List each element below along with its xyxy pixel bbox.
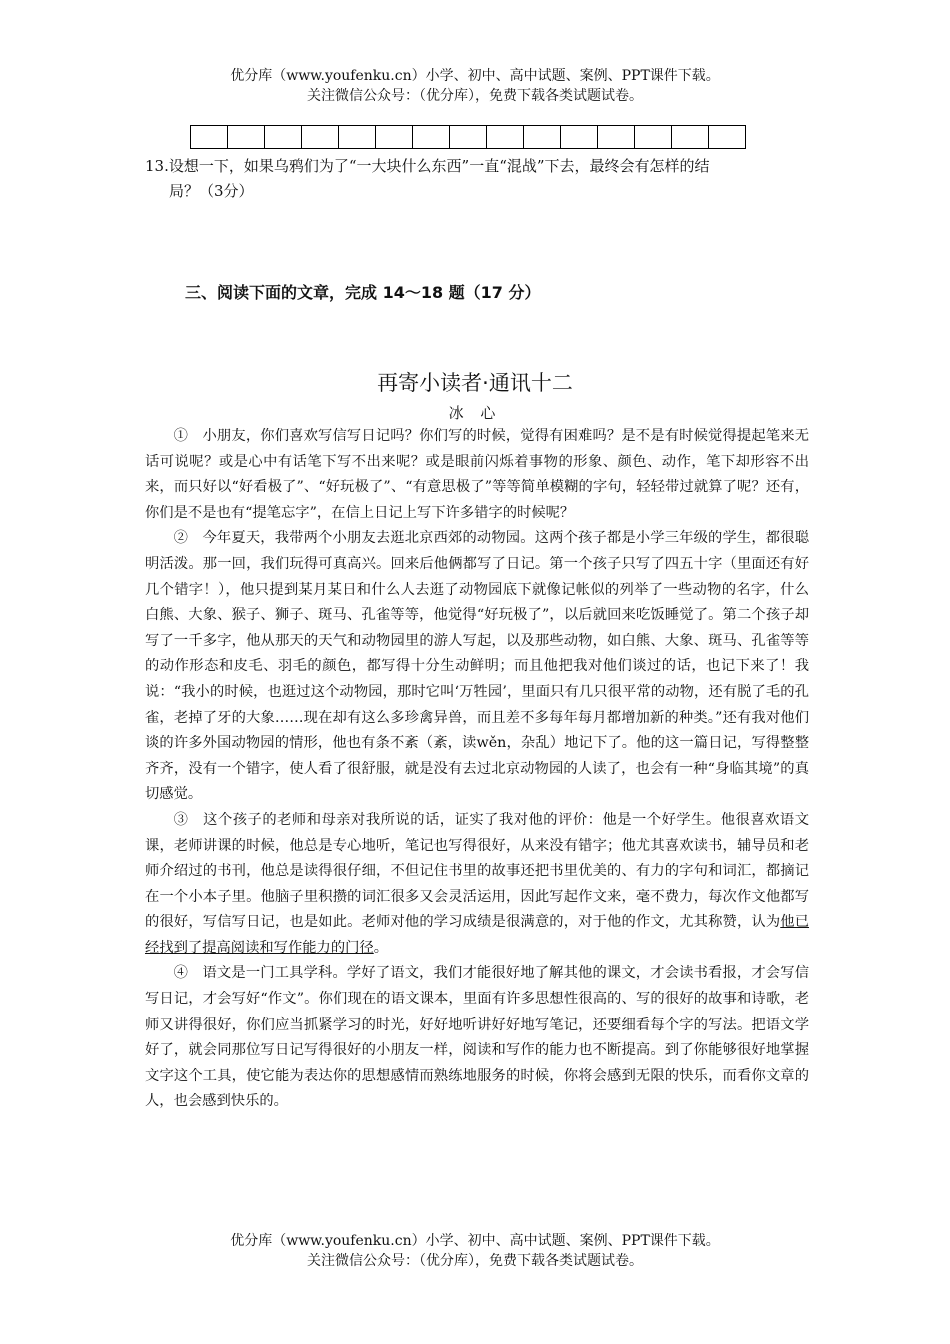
underlined-sentence: 他已经找到了提高阅读和写作能力的门径 [145,914,810,956]
header-line-2: 关注微信公众号：（优分库），免费下载各类试题试卷。 [307,88,643,104]
page-header [0,66,950,106]
answer-cell[interactable] [302,125,339,149]
answer-cell[interactable] [376,125,413,149]
section-3-heading: 三、阅读下面的文章，完成 14～18 题（17 分） [185,283,541,302]
paragraph-3-main: ③ 这个孩子的老师和母亲对我所说的话，证实了我对他的评价：他是一个好学生。他很喜欢语文课，老师讲课的时候，他总是专心地听，笔记也写得很好，从来没有错字；他尤其喜欢读书，辅导员和老师介绍过的书刊，他总是读得很仔细，不但记住书里的故事还把书里优美的、有力的字句和词汇，都摘记在一个小本子里。他脑子里积攒的词汇很多又会灵活运用，因此写起作文来，毫不费力，每次作文他都写的很好，写信写日记，也是如此。老师对他的学习成绩是很满意的，对于他的作文，尤其称赞，认为 [145,811,809,931]
article-author: 冰 心 [448,404,502,422]
answer-cell[interactable] [709,125,746,149]
answer-cell[interactable] [598,125,635,149]
answer-cell[interactable] [524,125,561,149]
answer-grid [190,125,746,149]
answer-cell[interactable] [265,125,302,149]
question-13-line-2: 局？（3分） [169,182,254,200]
answer-cell[interactable] [450,125,487,149]
page-footer [0,1231,950,1271]
paragraph-3-end: 。 [373,939,389,956]
answer-cell[interactable] [561,125,598,149]
answer-cell[interactable] [339,125,376,149]
answer-cell[interactable] [487,125,524,149]
header-line-1: 优分库（www.youfenku.cn）小学、初中、高中试题、案例、PPT课件下载。 [230,68,720,84]
question-13-text: 设想一下，如果乌鸦们为了“一大块什么东西”一直“混战”下去，最终会有怎样的结 [168,157,710,175]
answer-cell[interactable] [191,125,228,149]
footer-line-2: 关注微信公众号：（优分库），免费下载各类试题试卷。 [307,1253,643,1269]
question-13-number: 13. [145,157,169,175]
answer-cell[interactable] [672,125,709,149]
paragraph-4: ④ 语文是一门工具学科。学好了语文，我们才能很好地了解其他的课文，才会读书看报，才会写信写日记，才会写好“作文”。你们现在的语文课本，里面有许多思想性很高的、写的很好的故事和诗歌，老师又讲得很好，你们应当抓紧学习的时光，好好地听讲好好地写笔记，还要细看每个字的写法。把语文学好了，就会同那位写日记写得很好的小朋友一样，阅读和写作的能力也不断提高。到了你能够很好地掌握文字这个工具，使它能为表达你的思想感情而熟练地服务的时候，你将会感到无限的快乐，而看你文章的人，也会感到快乐的。 [145,965,809,1110]
footer-line-1: 优分库（www.youfenku.cn）小学、初中、高中试题、案例、PPT课件下载。 [230,1233,720,1249]
answer-cell[interactable] [413,125,450,149]
answer-cell[interactable] [228,125,265,149]
question-13 [145,154,813,204]
article-title: 再寄小读者·通讯十二 [377,371,573,395]
article-body [145,424,809,1115]
question-13-line-1 [145,154,813,179]
answer-cell[interactable] [635,125,672,149]
paragraph-1: ① 小朋友，你们喜欢写信写日记吗？你们写的时候，觉得有困难吗？是不是有时候觉得提起笔来无话可说呢？或是心中有话笔下写不出来呢？或是眼前闪烁着事物的形象、颜色、动作，笔下却形容不出来，而只好以“好看极了”、“好玩极了”、“有意思极了”等等简单模糊的字句，轻轻带过就算了呢？还有，你们是不是也有“提笔忘字”，在信上日记上写下许多错字的时候呢？ [145,428,809,521]
paragraph-3 [145,808,809,962]
paragraph-2: ② 今年夏天，我带两个小朋友去逛北京西郊的动物园。这两个孩子都是小学三年级的学生，都很聪明活泼。那一回，我们玩得可真高兴。回来后他俩都写了日记。第一个孩子只写了四五十字（里面还有好几个错字！），他只提到某月某日和什么人去逛了动物园底下就像记帐似的列举了一些动物的名字，什么白熊、大象、猴子、狮子、斑马、孔雀等等，他觉得“好玩极了”，以后就回来吃饭睡觉了。第二个孩子却写了一千多字，他从那天的天气和动物园里的游人写起，以及那些动物，如白熊、大象、斑马、孔雀等等的动作形态和皮毛、羽毛的颜色，都写得十分生动鲜明；而且他把我对他们谈过的话，也记下来了！我说：“我小的时候，也逛过这个动物园，那时它叫‘万牲园’，里面只有几只很平常的动物，还有脱了毛的孔雀，老掉了牙的大象……现在却有这么多珍禽异兽，而且差不多每年每月都增加新的种类。”还有我对他们谈的许多外国动物园的情形，他也有条不紊（紊，读wěn，杂乱）地记下了。他的这一篇日记，写得整整齐齐，没有一个错字，使人看了很舒服，就是没有去过北京动物园的人读了，也会有一种“身临其境”的真切感觉。 [145,530,809,803]
